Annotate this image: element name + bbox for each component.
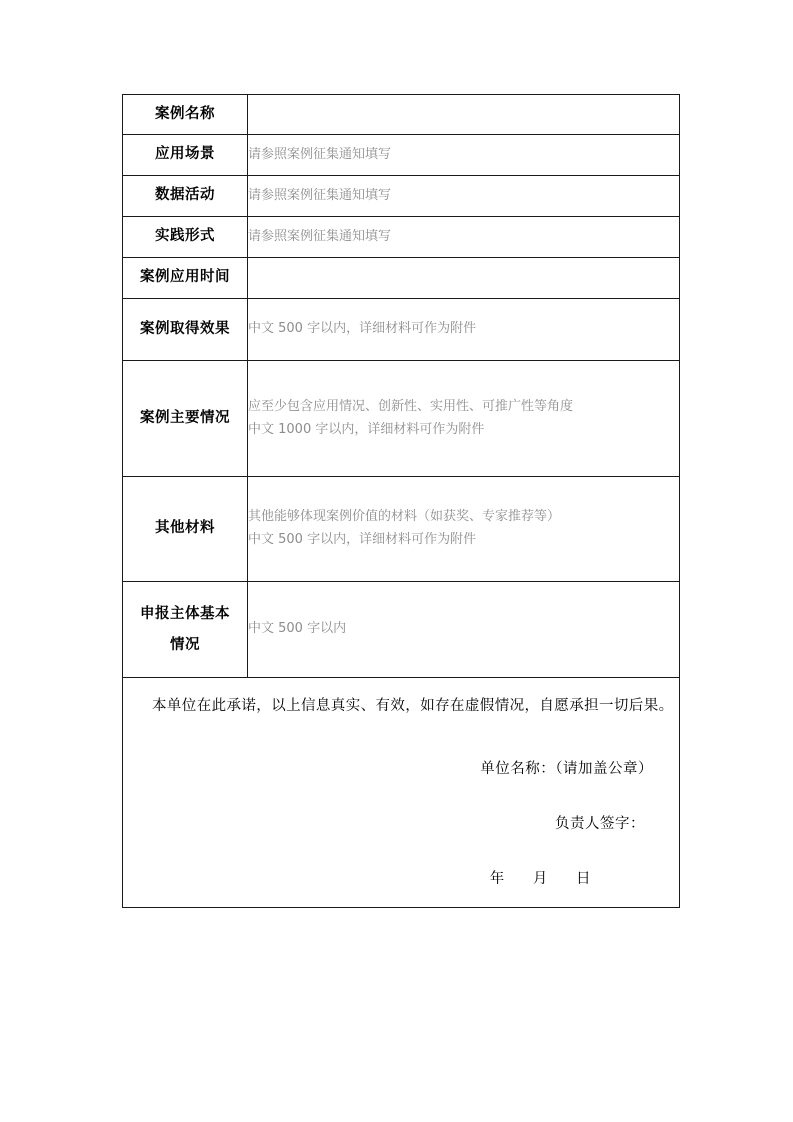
- table-row-declaration: [123, 678, 680, 908]
- signature-label: 负责人签字：: [555, 815, 645, 832]
- value-line-1: 应至少包含应用情况、创新性、实用性、可推广性等角度: [248, 398, 574, 414]
- row-value-data-activity[interactable]: 请参照案例征集通知填写: [248, 176, 680, 217]
- value-line-2: 中文 1000 字以内，详细材料可作为附件: [248, 421, 485, 437]
- row-value-practice-form[interactable]: 请参照案例征集通知填写: [248, 217, 680, 258]
- row-label-practice-form: 实践形式: [123, 217, 248, 258]
- date-month-label: 月: [532, 870, 548, 887]
- unit-name-line: [123, 755, 679, 784]
- row-label-application-time: 案例应用时间: [123, 258, 248, 299]
- unit-name-label: 单位名称：: [480, 760, 556, 777]
- label-line-1: 申报主体基本: [140, 606, 230, 623]
- row-value-application-time[interactable]: [248, 258, 680, 299]
- signature-block: [123, 755, 679, 894]
- date-line[interactable]: [123, 865, 679, 894]
- row-label-data-activity: 数据活动: [123, 176, 248, 217]
- signature-line[interactable]: [123, 810, 679, 839]
- table-row: [123, 217, 680, 258]
- value-line-2: 中文 500 字以内，详细材料可作为附件: [248, 532, 477, 547]
- declaration-block: [123, 678, 680, 908]
- row-label-case-main-info: 案例主要情况: [123, 361, 248, 477]
- value-line-1: 其他能够体现案例价值的材料（如获奖、专家推荐等）: [248, 509, 561, 525]
- label-line-2: 情况: [170, 636, 200, 653]
- row-value-applicant-basic-info[interactable]: 中文 500 字以内: [248, 582, 680, 678]
- table-row: [123, 135, 680, 176]
- row-label-other-materials: 其他材料: [123, 477, 248, 582]
- row-value-case-name[interactable]: [248, 95, 680, 135]
- table-row: [123, 361, 680, 477]
- declaration-text: 本单位在此承诺，以上信息真实、有效，如存在虚假情况，自愿承担一切后果。: [152, 697, 674, 714]
- table-row: [123, 299, 680, 361]
- table-row: [123, 258, 680, 299]
- case-application-form: [122, 94, 680, 908]
- row-value-case-effect[interactable]: 中文 500 字以内，详细材料可作为附件: [248, 299, 680, 361]
- unit-name-hint: （请加盖公章）: [555, 760, 653, 777]
- row-label-application-scenario: 应用场景: [123, 135, 248, 176]
- row-label-applicant-basic-info: [123, 582, 248, 678]
- table-row: [123, 477, 680, 582]
- table-row: [123, 95, 680, 135]
- row-value-other-materials[interactable]: [248, 477, 680, 582]
- row-label-case-name: 案例名称: [123, 95, 248, 135]
- row-label-case-effect: 案例取得效果: [123, 299, 248, 361]
- table-row: [123, 176, 680, 217]
- date-year-label: 年: [489, 870, 505, 887]
- date-day-label: 日: [576, 870, 591, 887]
- table-row: [123, 582, 680, 678]
- row-value-application-scenario[interactable]: 请参照案例征集通知填写: [248, 135, 680, 176]
- row-value-case-main-info[interactable]: [248, 361, 680, 477]
